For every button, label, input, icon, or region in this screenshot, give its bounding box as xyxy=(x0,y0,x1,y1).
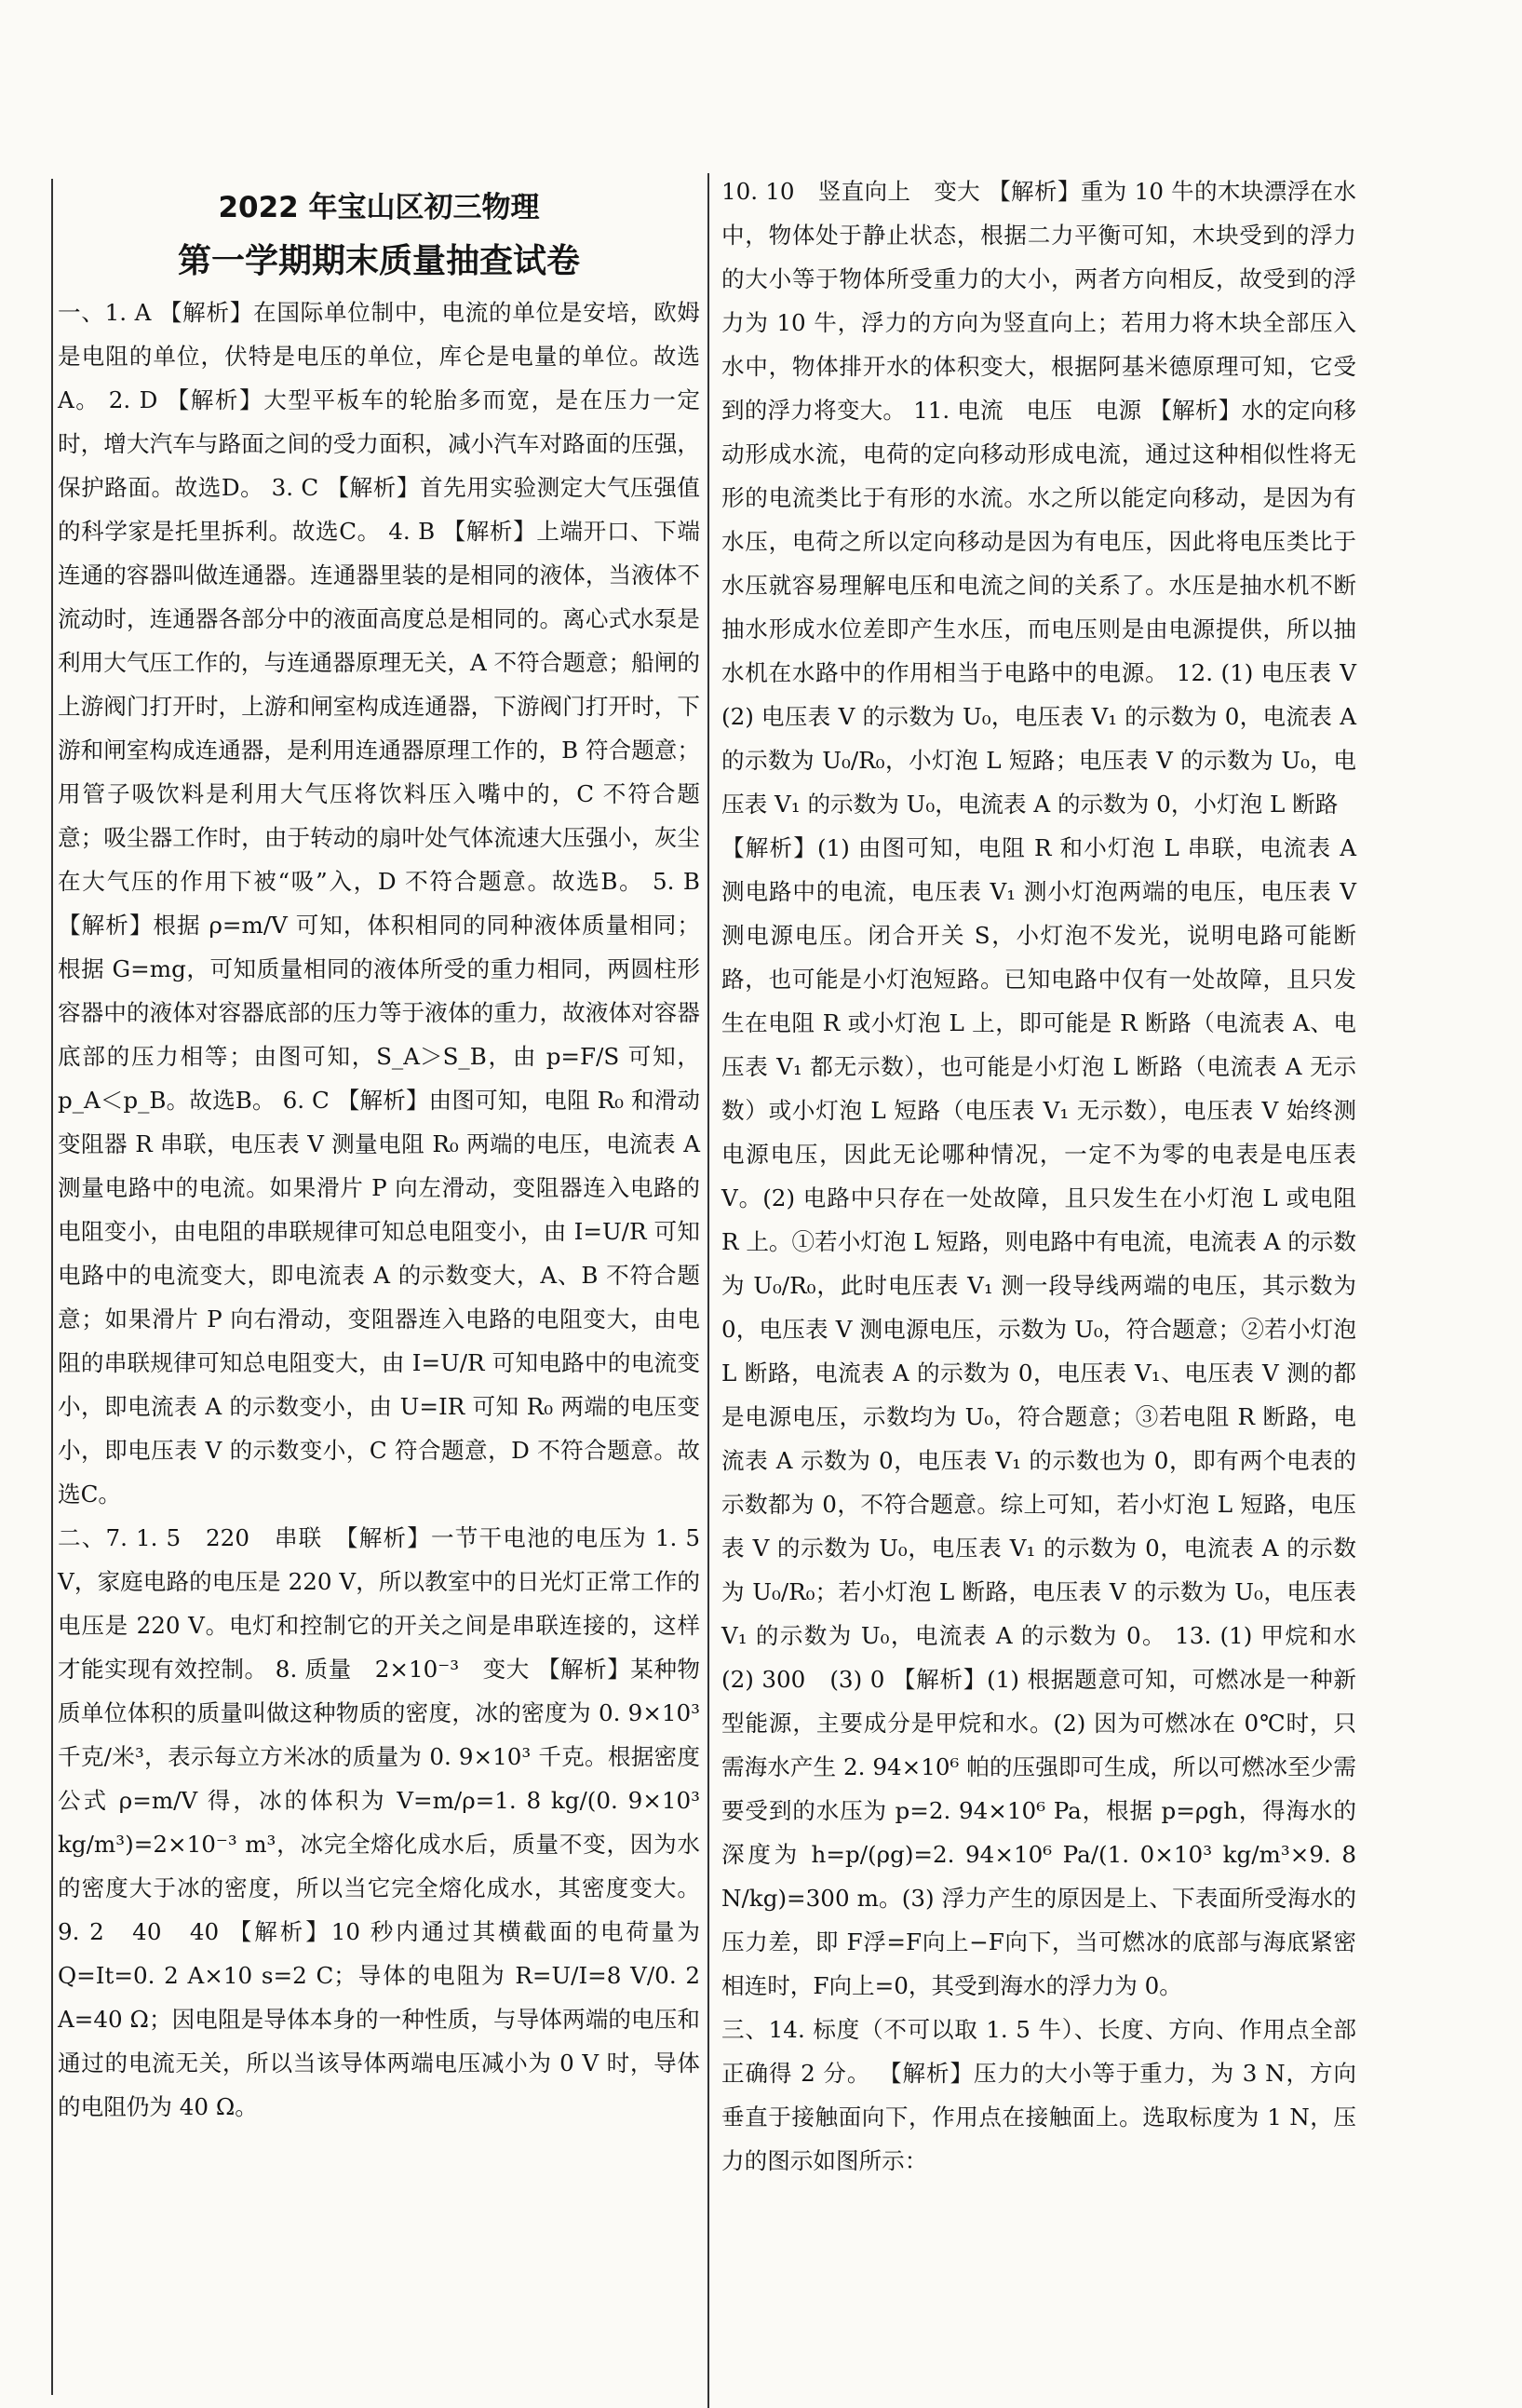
right-column xyxy=(721,169,1380,2183)
column-divider xyxy=(707,173,709,2408)
title-line-1: 2022 年宝山区初三物理 xyxy=(218,191,540,224)
answer-paragraph-4: 【解析】(1) 由图可知，电阻 R 和小灯泡 L 串联，电流表 A 测电路中的电流，电压表 V₁ 测小灯泡两端的电压，电压表 V 测电源电压。闭合开关 S，小灯泡不发光，说明电路可能断路，也可能是小灯泡短路。已知电路中仅有一处故障，且只发生在电阻 R 或小灯泡 L 上，即可能是 R 断路（电流表 A、电压表 V₁ 都无示数），也可能是小灯泡 L 断路（电流表 A 无示数）或小灯泡 L 短路（电压表 V₁ 无示数），电压表 V 始终测电源电压，因此无论哪种情况，一定不为零的电表是电压表 V。(2) 电路中只存在一处故障，且只发生在小灯泡 L 或电阻 R 上。①若小灯泡 L 短路，则电路中有电流，电流表 A 的示数为 U₀/R₀，此时电压表 V₁ 测一段导线两端的电压，其示数为 0，电压表 V 测电源电压，示数为 U₀，符合题意；②若小灯泡 L 断路，电流表 A 的示数为 0，电压表 V₁、电压表 V 测的都是电源电压，示数均为 U₀，符合题意；③若电阻 R 断路，电流表 A 示数为 0，电压表 V₁ 的示数也为 0，即有两个电表的示数都为 0，不符合题意。综上可知，若小灯泡 L 短路，电压表 V 的示数为 U₀，电压表 V₁ 的示数为 0，电流表 A 的示数为 U₀/R₀；若小灯泡 L 断路，电压表 V 的示数为 U₀，电压表 V₁ 的示数为 U₀，电流表 A 的示数为 0。 13. (1) 甲烷和水 (2) 300 (3) 0 【解析】(1) 根据题意可知，可燃冰是一种新型能源，主要成分是甲烷和水。(2) 因为可燃冰在 0℃时，只需海水产生 2. 94×10⁶ 帕的压强即可生成，所以可燃冰至少需要受到的水压为 p=2. 94×10⁶ Pa，根据 p=ρgh，得海水的深度为 h=p/(ρg)=2. 94×10⁶ Pa/(1. 0×10³ kg/m³×9. 8 N/kg)=300 m。(3) 浮力产生的原因是上、下表面所受海水的压力差，即 F浮=F向上−F向下，当可燃冰的底部与海底紧密相连时，F向上=0，其受到海水的浮力为 0。 xyxy=(721,834,1380,1999)
answer-paragraph-5: 三、14. 标度（不可以取 1. 5 牛）、长度、方向、作用点全部正确得 2 分。 【解析】压力的大小等于重力，为 3 N，方向垂直于接触面向下，作用点在接触面上。选取标度为 1 N，压力的图示如图所示： xyxy=(721,2016,1356,2174)
answer-paragraph-2: 二、7. 1. 5 220 串联 【解析】一节干电池的电压为 1. 5 V，家庭电路的电压是 220 V，所以教室中的日光灯正常工作的电压是 220 V。电灯和控制它的开关之间是串联连接的，这样才能实现有效控制。 8. 质量 2×10⁻³ 变大 【解析】某种物质单位体积的质量叫做这种物质的密度，冰的密度为 0. 9×10³ 千克/米³，表示每立方米冰的质量为 0. 9×10³ 千克。根据密度公式 ρ=m/V 得，冰的体积为 V=m/ρ=1. 8 kg/(0. 9×10³ kg/m³)=2×10⁻³ m³，冰完全熔化成水后，质量不变，因为水的密度大于冰的密度，所以当它完全熔化成水，其密度变大。 9. 2 40 40 【解析】10 秒内通过其横截面的电荷量为 Q=It=0. 2 A×10 s=2 C；导体的电阻为 R=U/I=8 V/0. 2 A=40 Ω；因电阻是导体本身的一种性质，与导体两端的电压和通过的电流无关，所以当该导体两端电压减小为 0 V 时，导体的电阻仍为 40 Ω。 xyxy=(58,1524,700,2120)
answer-paragraph-1: 一、1. A 【解析】在国际单位制中，电流的单位是安培，欧姆是电阻的单位，伏特是电压的单位，库仑是电量的单位。故选A。 2. D 【解析】大型平板车的轮胎多而宽，是在压力一定时，增大汽车与路面之间的受力面积，减小汽车对路面的压强，保护路面。故选D。 3. C 【解析】首先用实验测定大气压强值的科学家是托里拆利。故选C。 4. B 【解析】上端开口、下端连通的容器叫做连通器。连通器里装的是相同的液体，当液体不流动时，连通器各部分中的液面高度总是相同的。离心式水泵是利用大气压工作的，与连通器原理无关，A 不符合题意；船闸的上游阀门打开时，上游和闸室构成连通器，下游阀门打开时，下游和闸室构成连通器，是利用连通器原理工作的，B 符合题意；用管子吸饮料是利用大气压将饮料压入嘴中的，C 不符合题意；吸尘器工作时，由于转动的扇叶处气体流速大压强小，灰尘在大气压的作用下被“吸”入，D 不符合题意。故选B。 5. B 【解析】根据 ρ=m/V 可知，体积相同的同种液体质量相同；根据 G=mg，可知质量相同的液体所受的重力相同，两圆柱形容器中的液体对容器底部的压力等于液体的重力，故液体对容器底部的压力相等；由图可知，S_A＞S_B，由 p=F/S 可知，p_A＜p_B。故选B。 6. C 【解析】由图可知，电阻 R₀ 和滑动变阻器 R 串联，电压表 V 测量电阻 R₀ 两端的电压，电流表 A 测量电路中的电流。如果滑片 P 向左滑动，变阻器连入电路的电阻变小，由电阻的串联规律可知总电阻变小，由 I=U/R 可知电路中的电流变大，即电流表 A 的示数变大，A、B 不符合题意；如果滑片 P 向右滑动，变阻器连入电路的电阻变大，由电阻的串联规律可知总电阻变大，由 I=U/R 可知电路中的电流变小，即电流表 A 的示数变小，由 U=IR 可知 R₀ 两端的电压变小，即电压表 V 的示数变小，C 符合题意，D 不符合题意。故选C。 xyxy=(58,299,700,1508)
answer-paragraph-3: 10. 10 竖直向上 变大 【解析】重为 10 牛的木块漂浮在水中，物体处于静止状态，根据二力平衡可知，木块受到的浮力的大小等于物体所受重力的大小，两者方向相反，故受到的浮力为 10 牛，浮力的方向为竖直向上；若用力将木块全部压入水中，物体排开水的体积变大，根据阿基米德原理可知，它受到的浮力将变大。 11. 电流 电压 电源 【解析】水的定向移动形成水流，电荷的定向移动形成电流，通过这种相似性将无形的电流类比于有形的水流。水之所以能定向移动，是因为有水压，电荷之所以定向移动是因为有电压，因此将电压类比于水压就容易理解电压和电流之间的关系了。水压是抽水机不断抽水形成水位差即产生水压，而电压则是由电源提供，所以抽水机在水路中的作用相当于电路中的电源。 12. (1) 电压表 V (2) 电压表 V 的示数为 U₀，电压表 V₁ 的示数为 0，电流表 A 的示数为 U₀/R₀，小灯泡 L 短路；电压表 V 的示数为 U₀，电压表 V₁ 的示数为 U₀，电流表 A 的示数为 0，小灯泡 L 断路 xyxy=(721,178,1380,818)
left-column xyxy=(58,168,700,2129)
left-margin-rule xyxy=(51,179,53,2395)
title-line-2: 第一学期期末质量抽查试卷 xyxy=(177,242,580,280)
